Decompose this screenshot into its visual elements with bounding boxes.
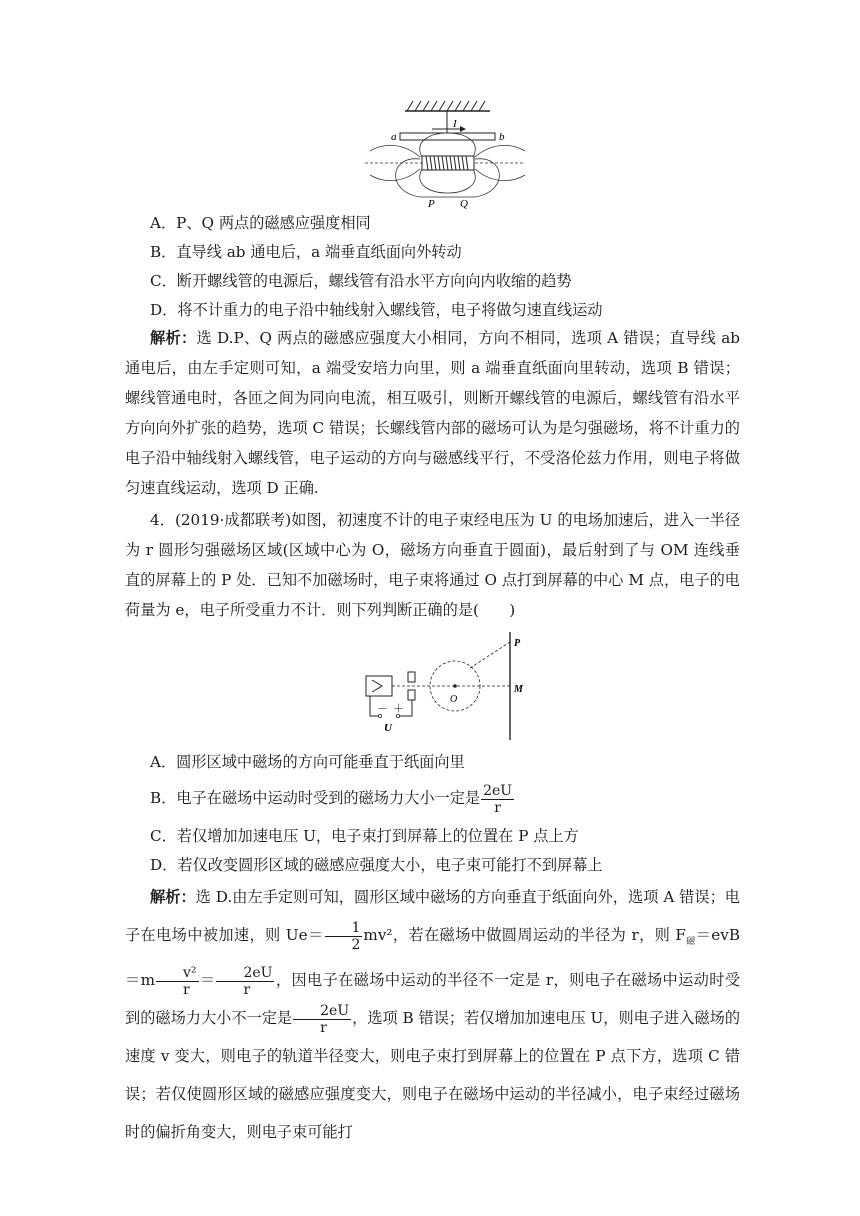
q4-analysis <box>125 878 740 1151</box>
q4-option-d: D．若仅改变圆形区域的磁感应强度大小，电子束可能打不到屏幕上 <box>150 856 603 874</box>
q4-source: (2019·成都联考) <box>174 511 292 529</box>
q4-analysis-label: 解析： <box>150 888 196 906</box>
half-numerator: 1 <box>325 920 363 937</box>
label-p: P <box>428 198 435 210</box>
q4-option-c: C．若仅增加加速电压 U，电子束打到屏幕上的位置在 P 点上方 <box>150 827 579 845</box>
v2-fraction <box>156 965 199 998</box>
q4-option-b-text: B．电子在磁场中运动时受到的磁场力大小一定是 <box>150 789 481 807</box>
q3-analysis <box>125 323 740 503</box>
q4-stem <box>125 505 740 625</box>
eu-fraction-2 <box>293 1003 351 1036</box>
eq2b: ＝ <box>199 971 216 990</box>
solenoid-wire-figure <box>360 95 530 210</box>
fraction-denominator: r <box>494 799 501 816</box>
eu-numerator: 2eU <box>216 965 274 982</box>
fraction-numerator: 2eU <box>483 782 513 799</box>
label-q: Q <box>460 198 468 210</box>
eq1-rhs: mv² <box>363 926 393 944</box>
q3-analysis-label: 解析： <box>150 329 197 347</box>
label-a: a <box>391 131 397 143</box>
label-u: U <box>384 722 392 734</box>
eu-denominator: r <box>243 981 251 998</box>
q3-option-a: A．P、Q 两点的磁感应强度相同 <box>150 214 371 232</box>
q3-analysis-text: 选 D.P、Q 两点的磁感应强度大小相同，方向不相同，选项 A 错误；直导线 ab 通电后，由左手定则可知，a 端受安培力向里，则 a 端垂直纸面向里转动，选项 B 错误；螺线管通电时，各匝之间为同向电流，相互吸引，则断开螺线管的电源后，螺线管有沿水平方向向外扩张的趋势，选项 C 错误；长螺线管内部的磁场可认为是匀强磁场，将不计重力的电子沿中轴线射入螺线管，电子运动的方向与磁感线平行，不受洛伦兹力作用，则电子将做匀速直线运动，选项 D 正确. <box>125 329 741 497</box>
label-current-i: I <box>453 118 457 130</box>
sub-magnetic: 磁 <box>685 937 696 948</box>
v2-denominator: r <box>182 981 190 998</box>
q4-analysis-part2: ，若在磁场中做圆周运动的半径为 r，则 F <box>392 926 686 944</box>
q4-option-b <box>150 781 515 816</box>
eu2-denominator: r <box>320 1019 327 1036</box>
v2-numerator: v² <box>156 965 199 982</box>
label-screen-p: P <box>514 638 521 649</box>
label-b: b <box>499 131 505 143</box>
half-fraction <box>325 920 363 953</box>
q4-analysis-part3: ，因电子在磁场中运动的半径不一定是 r，则电子在磁场中运动时受到的磁场力大小不一定是 <box>125 971 741 1028</box>
eu2-numerator: 2eU <box>293 1003 351 1020</box>
eq1-lhs: Ue＝ <box>285 926 324 944</box>
label-screen-m: M <box>514 684 523 695</box>
q4-option-a: A．圆形区域中磁场的方向可能垂直于纸面向里 <box>150 753 465 771</box>
q4-analysis-part1: 选 D.由左手定则可知，圆形区域中磁场的方向垂直于纸面向外，选项 A 错误；电子在电场中被加速，则 <box>125 888 740 944</box>
eq2: ＝evB＝m <box>125 926 740 990</box>
q4-number: 4． <box>150 511 175 529</box>
q3-option-d: D．将不计重力的电子沿中轴线射入螺线管，电子将做匀速直线运动 <box>150 301 603 319</box>
q4-stem-text: 如图，初速度不计的电子束经电压为 U 的电场加速后，进入一半径为 r 圆形匀强磁场区域(区域中心为 O，磁场方向垂直于圆面)，最后射到了与 OM 连线垂直的屏幕上的 P 处．已知不加磁场时，电子束将通过 O 点打到屏幕的中心 M 点，电子的电荷量为 e，电子所受重力不计．则下列判断正确的是( ) <box>125 511 740 619</box>
label-minus: － <box>377 703 388 715</box>
eu-fraction <box>216 965 274 998</box>
label-o: O <box>450 694 458 705</box>
q3-option-c: C．断开螺线管的电源后，螺线管有沿水平方向向内收缩的趋势 <box>150 272 572 290</box>
q3-option-b: B．直导线 ab 通电后，a 端垂直纸面向外转动 <box>150 243 462 261</box>
half-denominator: 2 <box>351 936 361 953</box>
electron-beam-figure <box>360 628 530 743</box>
q4-analysis-part4: ，选项 B 错误；若仅增加加速电压 U，则电子进入磁场的速度 v 变大，则电子的轨道半径变大，则电子束打到屏幕上的位置在 P 点下方，选项 C 错误；若仅使圆形区域的磁感应强度变大，则电子在磁场中运动的半径减小，电子束经过磁场时的偏折角变大，则电子束可能打 <box>125 1009 741 1142</box>
label-plus: ＋ <box>393 703 404 715</box>
q4-option-b-fraction <box>481 783 514 816</box>
